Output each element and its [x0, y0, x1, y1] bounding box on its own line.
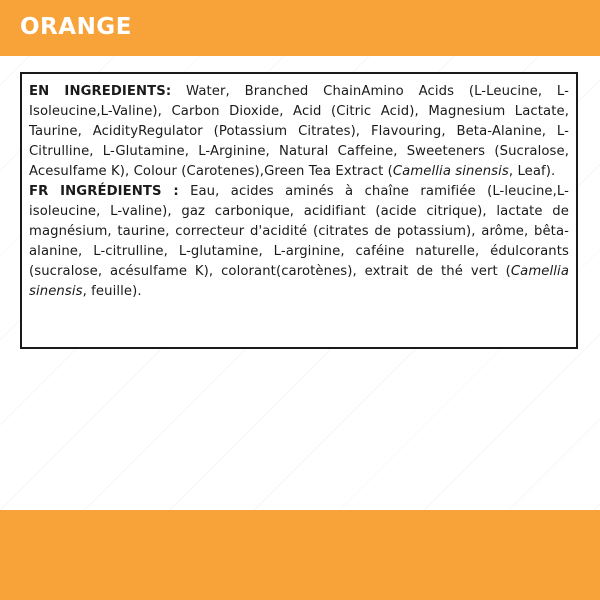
ingredients-fr-text-end: , feuille). — [82, 284, 142, 299]
ingredients-fr-text: Eau, acides aminés à chaîne ramifiée (L-leucine,L-isoleucine, L-valine), gaz carbonique, acidifiant (acide citrique), lactate de magnésium, taurine, correcteur d'acidité (citrates de potassium), arôme, bêta-alanine, L-citrulline, L-glutamine, L-arginine, caféine naturelle, édulcorants (sucralose, acésulfame K), colorant(carotènes), extrait de thé vert ( — [29, 184, 569, 279]
flavor-header-band — [0, 0, 600, 56]
ingredients-en — [29, 82, 569, 182]
ingredients-fr-heading: FR INGRÉDIENTS : — [29, 184, 179, 199]
flavor-title: ORANGE — [20, 14, 132, 40]
ingredients-fr-latin-name: Camellia sinensis — [29, 264, 569, 299]
ingredients-en-latin-name: Camellia sinensis — [392, 164, 509, 179]
footer-band — [0, 510, 600, 600]
ingredients-en-text: Water, Branched ChainAmino Acids (L-Leucine, L-Isoleucine,L-Valine), Carbon Dioxide, Acid (Citric Acid), Magnesium Lactate, Taurine, AcidityRegulator (Potassium Citrates), Flavouring, Beta-Alanine, L-Citrulline, L-Glutamine, L-Arginine, Natural Caffeine, Sweeteners (Sucralose, Acesulfame K), Colour (Carotenes),Green Tea Extract ( — [29, 84, 569, 179]
ingredients-panel — [20, 72, 578, 349]
ingredients-fr — [29, 182, 569, 302]
ingredients-en-text-end: , Leaf). — [508, 164, 556, 179]
ingredients-en-heading: EN INGREDIENTS: — [29, 84, 172, 99]
